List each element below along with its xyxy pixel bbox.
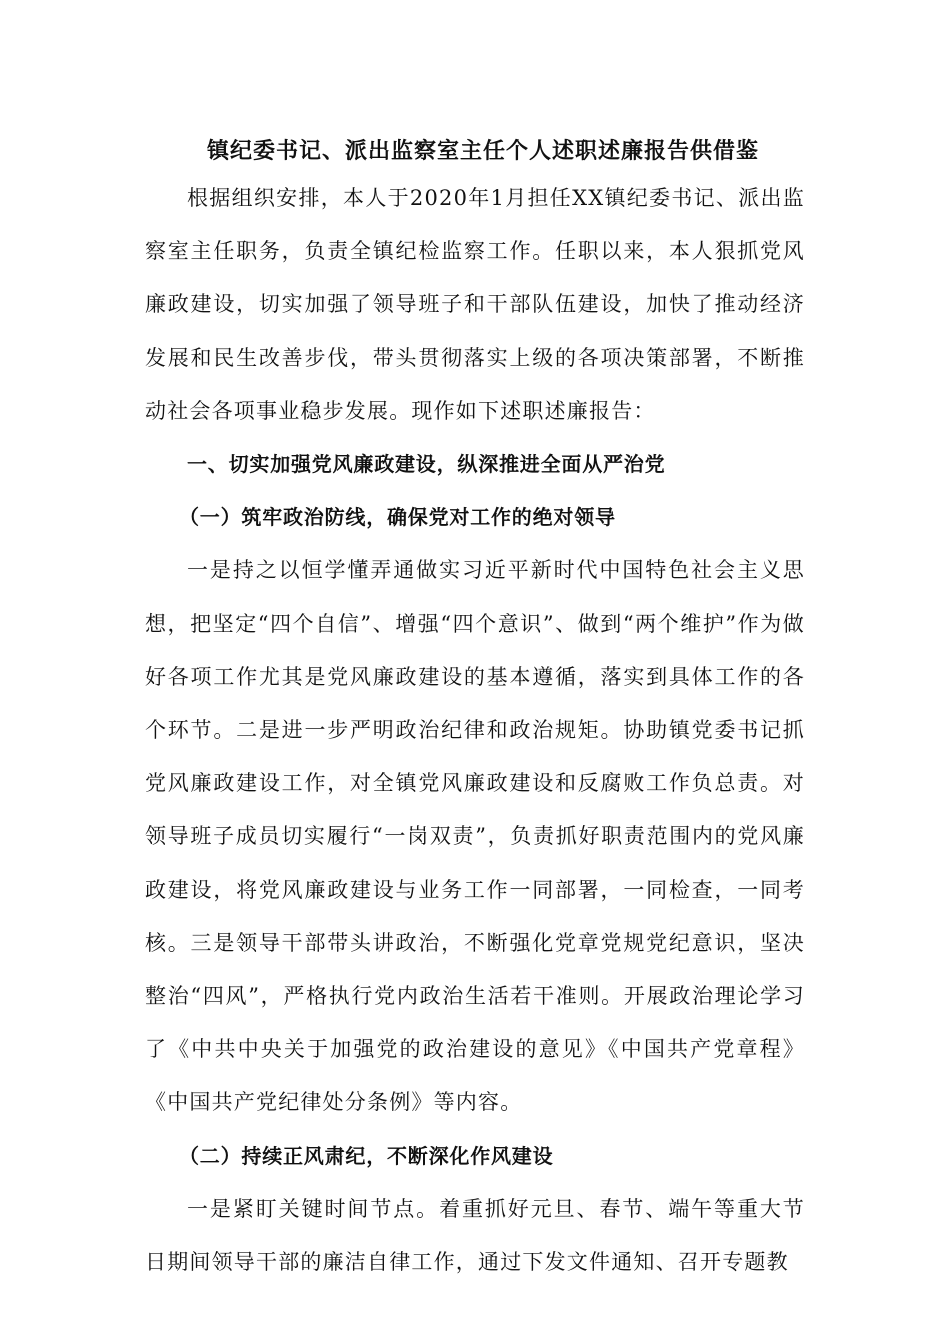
body-paragraph-political: 一是持之以恒学懂弄通做实习近平新时代中国特色社会主义思想，把坚定“四个自信”、增强“四个意识”、做到“两个维护”作为做好各项工作尤其是党风廉政建设的基本遵循，落实到具体工作的各个环节。二是进一步严明政治纪律和政治规矩。协助镇党委书记抓党风廉政建设工作，对全镇党风廉政建设和反腐败工作负总责。对领导班子成员切实履行“一岗双责”，负责抓好职责范围内的党风廉政建设，将党风廉政建设与业务工作一同部署，一同检查，一同考核。三是领导干部带头讲政治，不断强化党章党规党纪意识，坚决整治“四风”，严格执行党内政治生活若干准则。开展政治理论学习了《中共中央关于加强党的政治建设的意见》《中国共产党章程》《中国共产党纪律处分条例》等内容。	[145, 558, 805, 1115]
section-heading-1: 一、切实加强党风廉政建设，纵深推进全面从严治党	[187, 452, 666, 477]
subsection-heading-1: （一）筑牢政治防线，确保党对工作的绝对领导	[179, 505, 616, 530]
document-title: 镇纪委书记、派出监察室主任个人述职述廉报告供借鉴	[206, 139, 759, 164]
body-paragraph-discipline: 一是紧盯关键时间节点。着重抓好元旦、春节、端午等重大节日期间领导干部的廉洁自律工作，通过下发文件通知、召开专题教	[145, 1196, 805, 1275]
subsection-heading-2: （二）持续正风肃纪，不断深化作风建设	[179, 1143, 554, 1168]
document-page	[145, 132, 805, 1289]
intro-paragraph: 根据组织安排，本人于2020年1月担任XX镇纪委书记、派出监察室主任职务，负责全镇纪检监察工作。任职以来，本人狠抓党风廉政建设，切实加强了领导班子和干部队伍建设，加快了推动经济发展和民生改善步伐，带头贯彻落实上级的各项决策部署，不断推动社会各项事业稳步发展。现作如下述职述廉报告：	[145, 186, 805, 423]
